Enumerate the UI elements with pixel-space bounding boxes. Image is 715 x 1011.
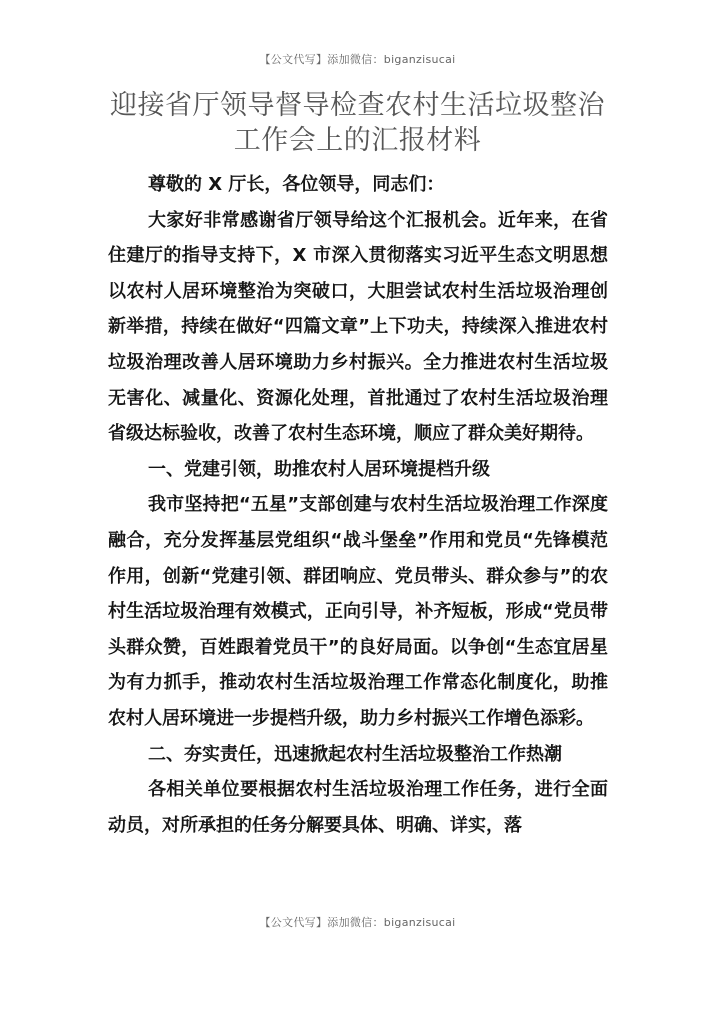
section-2-paragraph: 各相关单位要根据农村生活垃圾治理工作任务，进行全面动员，对所承担的任务分解要具体、明确、详实，落	[108, 779, 608, 836]
section-1-paragraph: 我市坚持把“五星”支部创建与农村生活垃圾治理工作深度融合，充分发挥基层党组织“战斗堡垒”作用和党员“先锋模范作用，创新“党建引领、群团响应、党员带头、群众参与”的农村生活垃圾治理有效模式，正向引导，补齐短板，形成“党员带头群众赞，百姓跟着党员干”的良好局面。以争创“生态宜居星为有力抓手，推动农村生活垃圾治理工作常态化制度化，助推农村人居环境进一步提档升级，助力乡村振兴工作增色添彩。	[108, 494, 608, 729]
document-title: 迎接省厅领导督导检查农村生活垃圾整治工作会上的汇报材料	[110, 90, 605, 156]
salutation: 尊敬的 X 厅长，各位领导，同志们：	[148, 174, 445, 195]
intro-paragraph: 大家好非常感谢省厅领导给这个汇报机会。近年来，在省住建厅的指导支持下，X 市深入贯彻落实习近平生态文明思想以农村人居环境整治为突破口，大胆尝试农村生活垃圾治理创新举措，持续在做好“四篇文章”上下功夫，持续深入推进农村垃圾治理改善人居环境助力乡村振兴。全力推进农村生活垃圾无害化、减量化、资源化处理，首批通过了农村生活垃圾治理省级达标验收，改善了农村生态环境，顺应了群众美好期待。	[108, 209, 608, 445]
section-heading-1: 一、党建引领，助推农村人居环境提档升级	[148, 458, 490, 480]
document-body	[108, 167, 608, 843]
section-heading-2: 二、夯实责任，迅速掀起农村生活垃圾整治工作热潮	[148, 743, 562, 765]
header-watermark-note: 【公文代写】添加微信：biganzisucai	[259, 53, 456, 66]
footer-watermark-note: 【公文代写】添加微信：biganzisucai	[259, 916, 456, 929]
